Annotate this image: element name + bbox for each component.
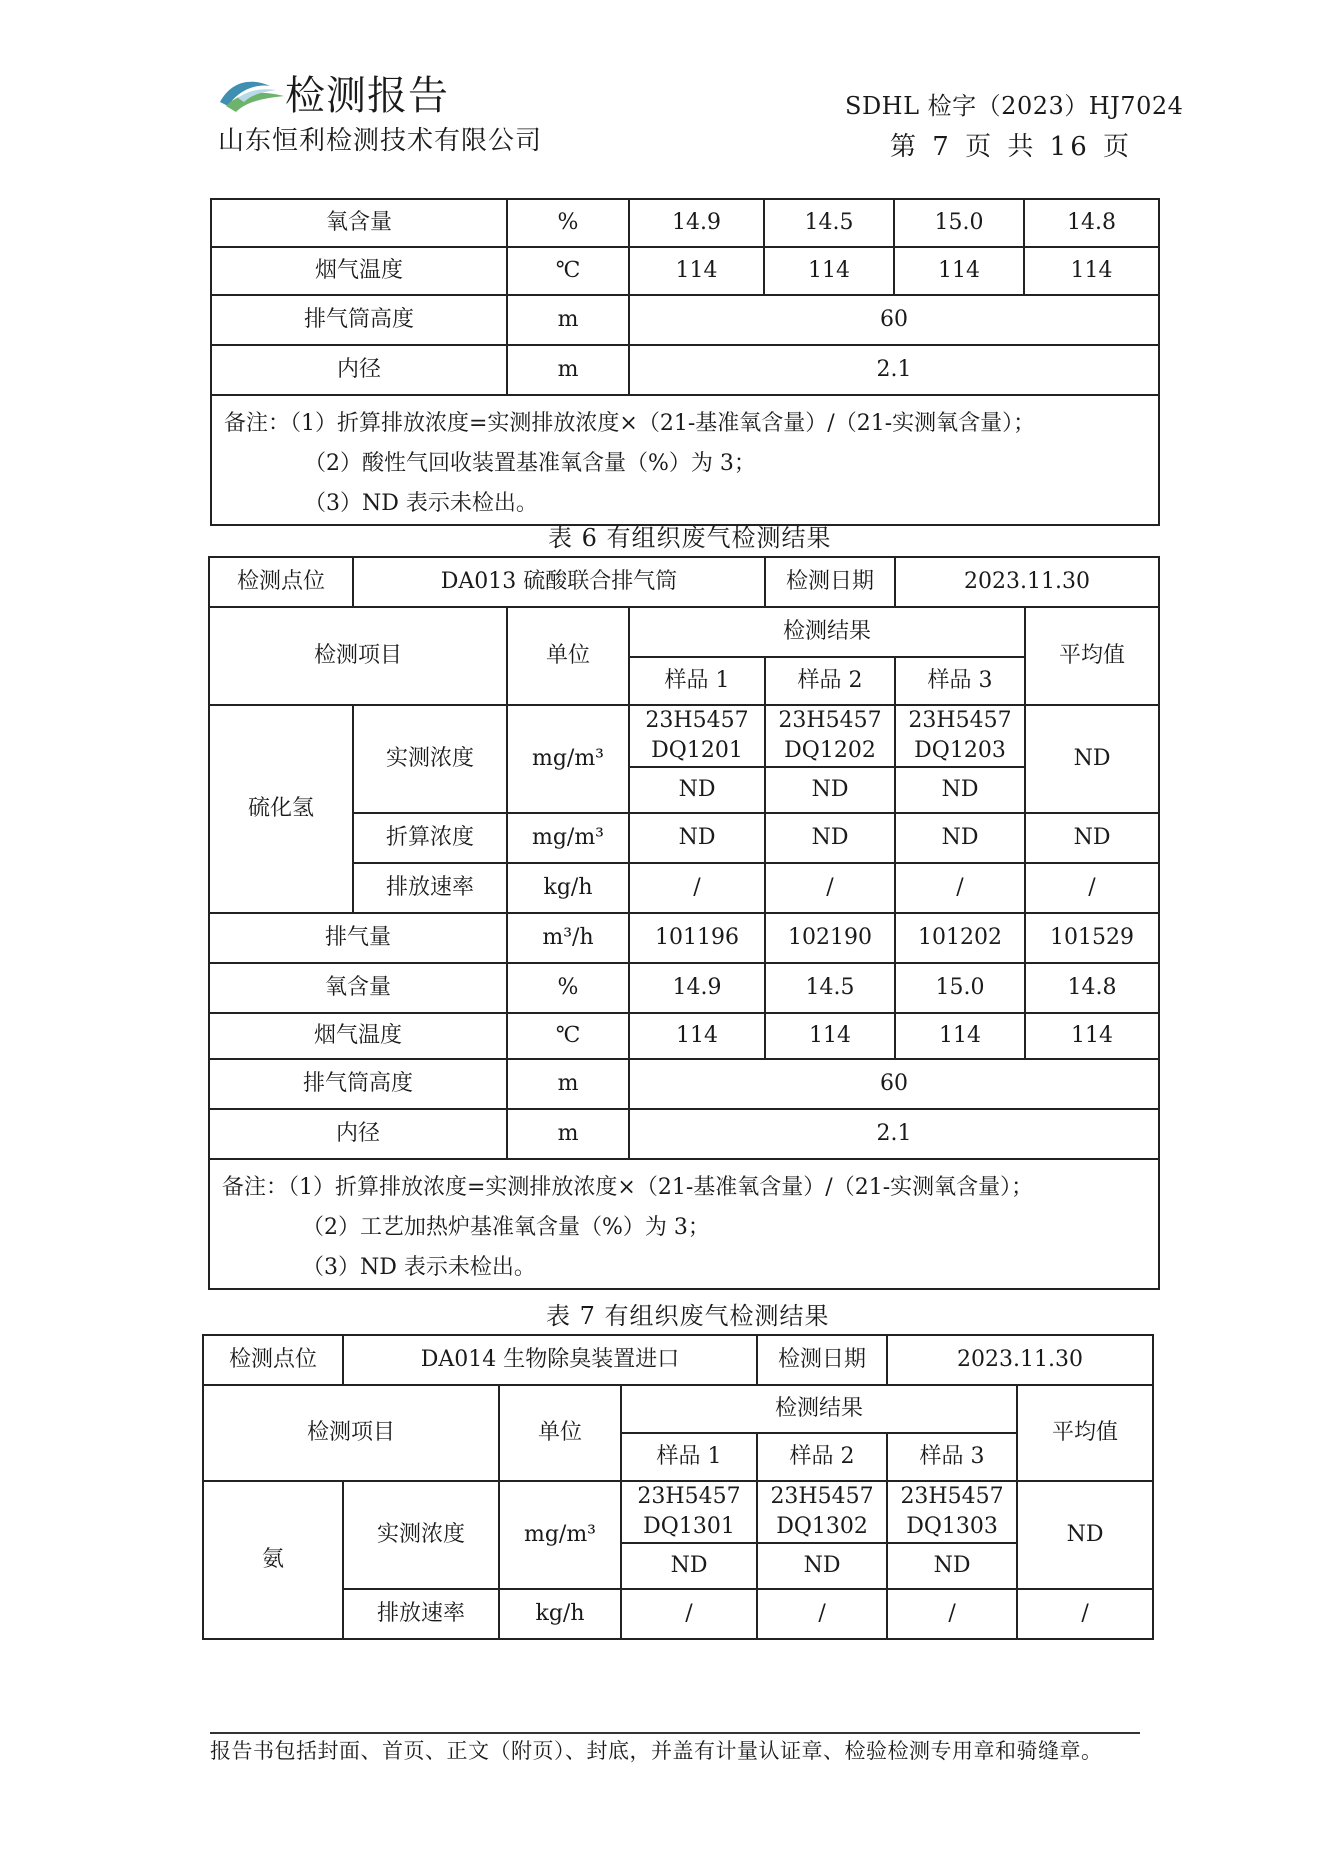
cell-value: / (621, 1589, 757, 1639)
row-unit: m (507, 345, 629, 395)
cell-value: 14.5 (764, 199, 894, 247)
report-title: 检测报告 (285, 73, 449, 119)
cell-value: 101196 (629, 913, 765, 963)
page-mid2: 共 (1007, 132, 1038, 162)
merged-value: 60 (629, 295, 1159, 345)
sample-id: DQ1302 (776, 1514, 868, 1539)
page-number (890, 132, 1133, 162)
page-prefix: 第 (890, 132, 921, 162)
sample-id-cell (621, 1481, 757, 1543)
table-row (209, 1109, 1159, 1159)
table-row (203, 1335, 1153, 1385)
notes-row (209, 1159, 1159, 1289)
row-unit: % (507, 199, 629, 247)
sample-header: 样品 3 (895, 657, 1025, 705)
cell-value: ND (621, 1543, 757, 1589)
cell-value: / (887, 1589, 1017, 1639)
row-label: 烟气温度 (209, 1013, 507, 1059)
rate-unit: kg/h (507, 863, 629, 913)
rate-label: 排放速率 (353, 863, 507, 913)
table-row (203, 1589, 1153, 1639)
wave-logo-icon (218, 72, 288, 114)
date-label: 检测日期 (765, 557, 895, 607)
cell-value: / (1025, 863, 1159, 913)
sample-header: 样品 2 (765, 657, 895, 705)
sample-id-cell (629, 705, 765, 767)
row-label: 内径 (209, 1109, 507, 1159)
cell-value: ND (757, 1543, 887, 1589)
page-suffix: 页 (1103, 132, 1134, 162)
cell-value: / (757, 1589, 887, 1639)
table-row (203, 1385, 1153, 1433)
row-unit: ℃ (507, 247, 629, 295)
sample-id: DQ1203 (914, 738, 1006, 763)
table-row (209, 1013, 1159, 1059)
cell-value: / (895, 863, 1025, 913)
cell-value: 102190 (765, 913, 895, 963)
row-label: 排气量 (209, 913, 507, 963)
cell-value: 114 (629, 247, 764, 295)
merged-value: 60 (629, 1059, 1159, 1109)
footer-divider (210, 1732, 1140, 1734)
sample-header: 样品 1 (629, 657, 765, 705)
date-label: 检测日期 (757, 1335, 887, 1385)
cell-value: ND (895, 813, 1025, 863)
cell-value: ND (629, 813, 765, 863)
cell-value: ND (765, 813, 895, 863)
notes-cell (209, 1159, 1159, 1289)
note-line: （2）工艺加热炉基准氧含量（%）为 3； (302, 1215, 710, 1240)
table-row (209, 913, 1159, 963)
sample-id: 23H5457 (645, 708, 749, 733)
report-number: SDHL 检字（2023）HJ7024 (845, 92, 1184, 120)
measured-avg: ND (1025, 705, 1159, 813)
row-label: 氧含量 (209, 963, 507, 1013)
rate-label: 排放速率 (343, 1589, 499, 1639)
sample-id: 23H5457 (770, 1484, 874, 1509)
table-row (209, 963, 1159, 1013)
note-line: （2）酸性气回收装置基准氧含量（%）为 3； (304, 451, 756, 476)
cell-value: 15.0 (894, 199, 1024, 247)
cell-value: ND (895, 767, 1025, 813)
sample-id-cell (765, 705, 895, 767)
table-row (211, 345, 1159, 395)
sample-header: 样品 3 (887, 1433, 1017, 1481)
page-current: 7 (932, 132, 953, 162)
notes-row (211, 395, 1159, 525)
sample-id-cell (895, 705, 1025, 767)
cell-value: / (629, 863, 765, 913)
cell-value: 101202 (895, 913, 1025, 963)
table-row (211, 247, 1159, 295)
merged-value: 2.1 (629, 345, 1159, 395)
converted-label: 折算浓度 (353, 813, 507, 863)
point-value: DA013 硫酸联合排气筒 (353, 557, 765, 607)
sample-id: 23H5457 (778, 708, 882, 733)
table-row (209, 1059, 1159, 1109)
date-value: 2023.11.30 (895, 557, 1159, 607)
point-value: DA014 生物除臭装置进口 (343, 1335, 757, 1385)
cell-value: 114 (895, 1013, 1025, 1059)
row-label: 排气筒高度 (211, 295, 507, 345)
row-label: 氧含量 (211, 199, 507, 247)
cell-value: 114 (894, 247, 1024, 295)
table-row (211, 295, 1159, 345)
measured-unit: mg/m³ (499, 1481, 621, 1589)
unit-header: 单位 (507, 607, 629, 705)
notes-cell (211, 395, 1159, 525)
sample-id-cell (757, 1481, 887, 1543)
table7-caption: 表 7 有组织废气检测结果 (546, 1302, 830, 1330)
table-row (209, 705, 1159, 767)
page-total: 16 (1049, 132, 1091, 162)
row-unit: m (507, 1059, 629, 1109)
sample-header: 样品 2 (757, 1433, 887, 1481)
table-row (211, 199, 1159, 247)
note-line: 备注：（1）折算排放浓度=实测排放浓度×（21-基准氧含量）/（21-实测氧含量）； (222, 1175, 1034, 1200)
cell-value: 14.9 (629, 199, 764, 247)
cell-value: ND (765, 767, 895, 813)
sample-id: DQ1202 (784, 738, 876, 763)
sample-id: DQ1303 (906, 1514, 998, 1539)
row-label: 烟气温度 (211, 247, 507, 295)
cell-value: 14.8 (1025, 963, 1159, 1013)
cell-value: 14.9 (629, 963, 765, 1013)
rate-unit: kg/h (499, 1589, 621, 1639)
row-unit: ℃ (507, 1013, 629, 1059)
table7 (202, 1334, 1154, 1640)
point-label: 检测点位 (203, 1335, 343, 1385)
item-header: 检测项目 (203, 1385, 499, 1481)
table-row (209, 557, 1159, 607)
converted-unit: mg/m³ (507, 813, 629, 863)
note-line: 备注：（1）折算排放浓度=实测排放浓度×（21-基准氧含量）/（21-实测氧含量）； (224, 411, 1036, 436)
item-header: 检测项目 (209, 607, 507, 705)
cell-value: ND (629, 767, 765, 813)
table6-caption: 表 6 有组织废气检测结果 (548, 524, 832, 552)
sample-id: DQ1201 (651, 738, 743, 763)
sample-id: DQ1301 (643, 1514, 735, 1539)
sample-id: 23H5457 (900, 1484, 1004, 1509)
pollutant-name: 硫化氢 (209, 705, 353, 913)
row-unit: m³/h (507, 913, 629, 963)
sample-id: 23H5457 (908, 708, 1012, 733)
table-row (209, 607, 1159, 657)
cell-value: 114 (1024, 247, 1159, 295)
cell-value: 114 (764, 247, 894, 295)
measured-label: 实测浓度 (353, 705, 507, 813)
note-line: （3）ND 表示未检出。 (302, 1255, 536, 1280)
pollutant-name: 氨 (203, 1481, 343, 1639)
row-unit: m (507, 295, 629, 345)
measured-avg: ND (1017, 1481, 1153, 1589)
cell-value: 15.0 (895, 963, 1025, 1013)
measured-label: 实测浓度 (343, 1481, 499, 1589)
cell-value: ND (887, 1543, 1017, 1589)
merged-value: 2.1 (629, 1109, 1159, 1159)
unit-header: 单位 (499, 1385, 621, 1481)
row-label: 内径 (211, 345, 507, 395)
measured-unit: mg/m³ (507, 705, 629, 813)
result-header: 检测结果 (629, 607, 1025, 657)
cell-value: / (1017, 1589, 1153, 1639)
row-unit: m (507, 1109, 629, 1159)
sample-header: 样品 1 (621, 1433, 757, 1481)
row-unit: % (507, 963, 629, 1013)
cell-value: 101529 (1025, 913, 1159, 963)
sample-id: 23H5457 (637, 1484, 741, 1509)
table-row (203, 1481, 1153, 1543)
cell-value: 114 (765, 1013, 895, 1059)
cell-value: 14.5 (765, 963, 895, 1013)
cell-value: 114 (629, 1013, 765, 1059)
cell-value: 114 (1025, 1013, 1159, 1059)
cell-value: ND (1025, 813, 1159, 863)
table6 (208, 556, 1160, 1290)
company-name: 山东恒利检测技术有限公司 (218, 126, 543, 156)
row-label: 排气筒高度 (209, 1059, 507, 1109)
sample-id-cell (887, 1481, 1017, 1543)
avg-header: 平均值 (1017, 1385, 1153, 1481)
cell-value: 14.8 (1024, 199, 1159, 247)
result-header: 检测结果 (621, 1385, 1017, 1433)
avg-header: 平均值 (1025, 607, 1159, 705)
page-mid1: 页 (965, 132, 996, 162)
footer-text: 报告书包括封面、首页、正文（附页）、封底，并盖有计量认证章、检验检测专用章和骑缝章。 (210, 1739, 1103, 1763)
note-line: （3）ND 表示未检出。 (304, 491, 538, 516)
cell-value: / (765, 863, 895, 913)
date-value: 2023.11.30 (887, 1335, 1153, 1385)
point-label: 检测点位 (209, 557, 353, 607)
continuation-table (210, 198, 1160, 526)
